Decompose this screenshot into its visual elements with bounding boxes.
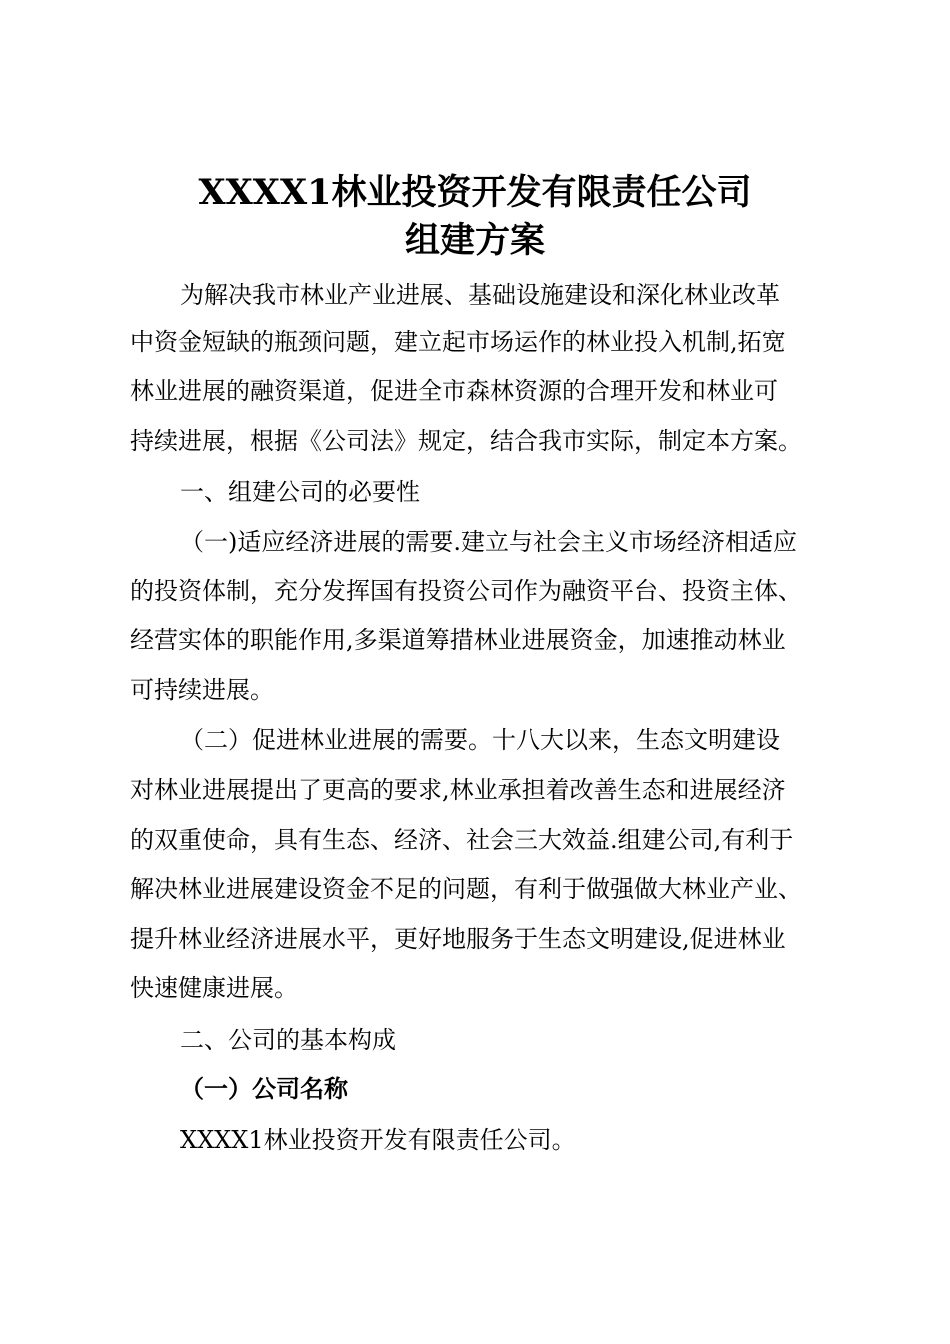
s1p2-bold-lead: （二）促进林业进展的需要。 xyxy=(180,726,492,754)
intro-line-1: 为解决我市林业产业进展、基础设施建设和深化林业改革 xyxy=(180,281,780,309)
s1p1-line-2: 的投资体制，充分发挥国有投资公司作为融资平台、投资主体、 xyxy=(130,577,802,605)
section2-sub1-heading: （一）公司名称 xyxy=(180,1074,348,1103)
intro-line-2: 中资金短缺的瓶颈问题，建立起市场运作的林业投入机制,拓宽 xyxy=(130,328,786,356)
intro-line-4: 持续进展，根据《公司法》规定，结合我市实际，制定本方案。 xyxy=(130,427,802,455)
s1p1-bold-lead: （一)适应经济进展的需要 xyxy=(180,528,454,556)
s1p2-line-1 xyxy=(180,724,780,756)
document-title-line2: 组建方案 xyxy=(404,220,545,261)
s1p2-line-2: 对林业进展提出了更高的要求,林业承担着改善生态和进展经济 xyxy=(130,776,786,804)
s1p2-line-3: 的双重使命，具有生态、经济、社会三大效益.组建公司,有利于 xyxy=(130,826,794,854)
s1p1-line-4: 可持续进展。 xyxy=(130,676,274,704)
s1p2-line-4: 解决林业进展建设资金不足的问题，有利于做强做大林业产业、 xyxy=(130,875,802,903)
s1p2-line-6: 快速健康进展。 xyxy=(130,974,298,1002)
intro-line-3: 林业进展的融资渠道，促进全市森林资源的合理开发和林业可 xyxy=(130,377,778,405)
s1p2-line-1-rest: 十八大以来，生态文明建设 xyxy=(492,726,780,754)
s1p2-line-5: 提升林业经济进展水平，更好地服务于生态文明建设,促进林业 xyxy=(130,925,786,953)
s1p1-line-3: 经营实体的职能作用,多渠道筹措林业进展资金，加速推动林业 xyxy=(130,626,786,654)
section1-heading: 一、组建公司的必要性 xyxy=(180,478,420,506)
s1p1-line-1 xyxy=(180,526,797,558)
section2-heading: 二、公司的基本构成 xyxy=(180,1026,396,1054)
section2-sub1-text: XXXX1林业投资开发有限责任公司。 xyxy=(180,1126,576,1154)
s1p1-line-1-rest: .建立与社会主义市场经济相适应 xyxy=(453,528,798,556)
document-title-line1: XXXX1林业投资开发有限责任公司 xyxy=(198,172,752,213)
